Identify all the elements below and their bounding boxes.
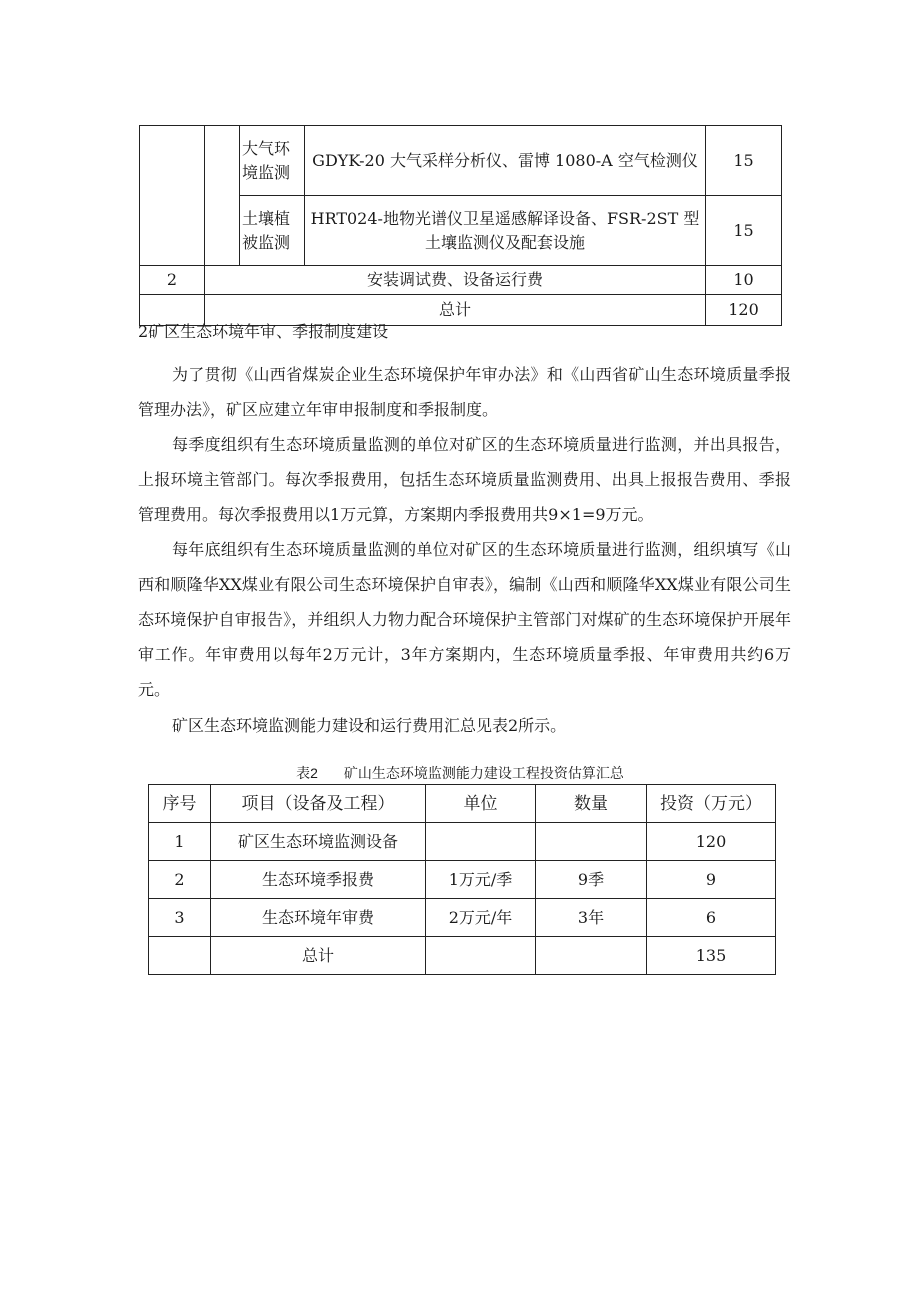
table-cell: 1 [149, 823, 211, 861]
table-cell: 9季 [536, 861, 647, 899]
table-row [149, 861, 776, 899]
amount-cell: 15 [706, 126, 782, 196]
total-value-cell: 135 [647, 937, 776, 975]
equipment-cell: GDYK-20 大气采样分析仪、雷博 1080-A 空气检测仪 [305, 126, 706, 196]
table-caption-title: 矿山生态环境监测能力建设工程投资估算汇总 [343, 765, 624, 781]
sub-cell [205, 126, 240, 266]
table-caption-number: 表2 [296, 765, 318, 781]
table-cell [536, 823, 647, 861]
table-cell: 9 [647, 861, 776, 899]
paragraph: 矿区生态环境监测能力建设和运行费用汇总见表2所示。 [172, 716, 567, 735]
amount-cell: 10 [706, 266, 782, 295]
seq-cell [140, 126, 205, 266]
table-cell [426, 823, 536, 861]
monitor-type-cell: 大气环境监测 [240, 126, 305, 196]
table-cell: 矿区生态环境监测设备 [211, 823, 426, 861]
table-cell: 120 [647, 823, 776, 861]
table-cell [426, 937, 536, 975]
header-cell: 投资（万元） [647, 785, 776, 823]
table-cell: 生态环境年审费 [211, 899, 426, 937]
table-total-row [149, 937, 776, 975]
table-cell [536, 937, 647, 975]
table-row [140, 126, 782, 196]
table-row [140, 266, 782, 295]
table-cell: 生态环境季报费 [211, 861, 426, 899]
seq-cell: 2 [140, 266, 205, 295]
table-cell: 1万元/季 [426, 861, 536, 899]
monitor-type-cell: 土壤植被监测 [240, 196, 305, 266]
table-caption [0, 763, 920, 783]
total-label-cell: 总计 [211, 937, 426, 975]
header-cell: 单位 [426, 785, 536, 823]
header-cell: 序号 [149, 785, 211, 823]
investment-summary-table [148, 784, 776, 975]
amount-cell: 15 [706, 196, 782, 266]
table-cell: 3 [149, 899, 211, 937]
table-row [149, 899, 776, 937]
paragraph: 每年底组织有生态环境质量监测的单位对矿区的生态环境质量进行监测，组织填写《山西和顺隆华XX煤业有限公司生态环境保护自审表》，编制《山西和顺隆华XX煤业有限公司生态环境保护自审报告》，并组织人力物力配合环境保护主管部门对煤矿的生态环境保护开展年审工作。年审费用以每年2万元计，3年方案期内，生态环境质量季报、年审费用共约6万元。 [138, 540, 791, 699]
header-cell: 项目（设备及工程） [211, 785, 426, 823]
header-cell: 数量 [536, 785, 647, 823]
table-header-row [149, 785, 776, 823]
equipment-cell: HRT024-地物光谱仪卫星遥感解译设备、FSR-2ST 型土壤监测仪及配套设施 [305, 196, 706, 266]
paragraph: 每季度组织有生态环境质量监测的单位对矿区的生态环境质量进行监测，并出具报告，上报环境主管部门。每次季报费用，包括生态环境质量监测费用、出具上报报告费用、季报管理费用。每次季报费用以1万元算，方案期内季报费用共9×1=9万元。 [138, 435, 791, 524]
paragraph: 为了贯彻《山西省煤炭企业生态环境保护年审办法》和《山西省矿山生态环境质量季报管理办法》，矿区应建立年审申报制度和季报制度。 [138, 365, 791, 419]
total-amount-cell: 120 [706, 295, 782, 326]
total-label-cell: 总计 [205, 295, 706, 326]
table-cell: 2万元/年 [426, 899, 536, 937]
section-heading: 2矿区生态环境年审、季报制度建设 [138, 322, 389, 341]
equipment-cost-table [139, 125, 782, 326]
table-cell: 3年 [536, 899, 647, 937]
table-cell: 6 [647, 899, 776, 937]
table-row [149, 823, 776, 861]
install-fee-cell: 安装调试费、设备运行费 [205, 266, 706, 295]
table-cell: 2 [149, 861, 211, 899]
table-cell [149, 937, 211, 975]
